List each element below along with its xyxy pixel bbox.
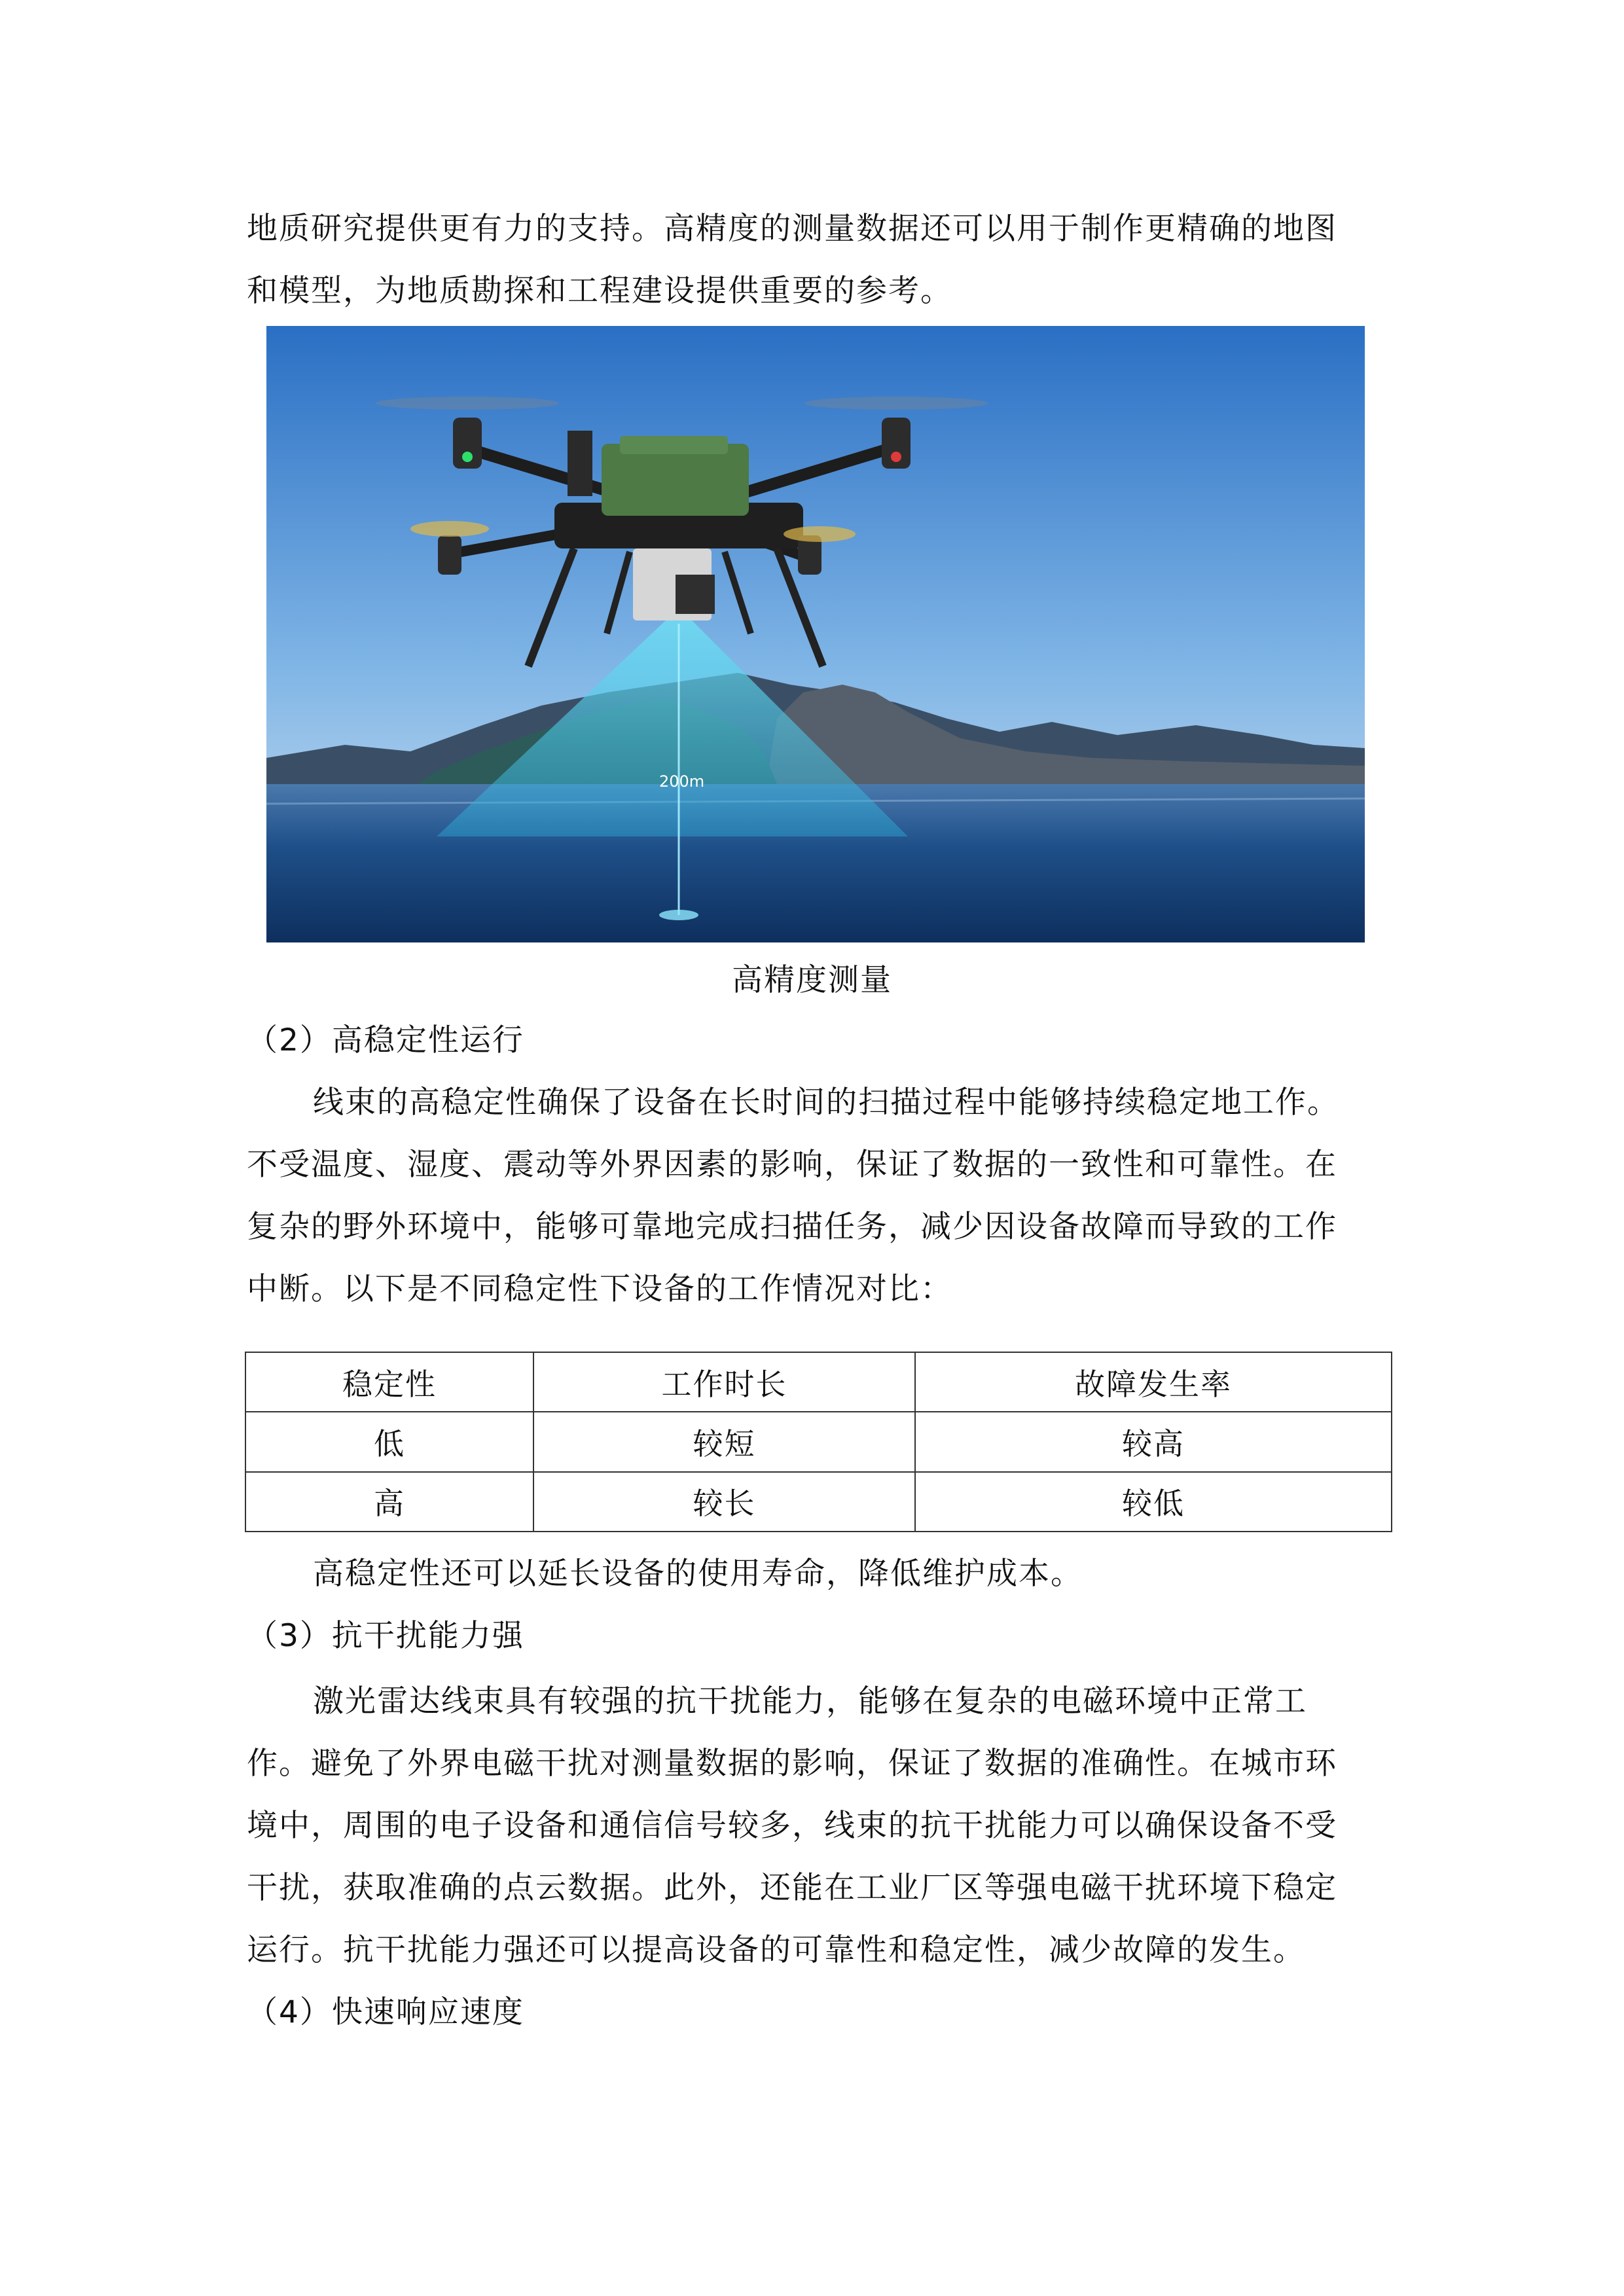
section-2-line-2: 不受温度、湿度、震动等外界因素的影响，保证了数据的一致性和可靠性。在 bbox=[247, 1147, 1337, 1183]
table-cell: 较高 bbox=[915, 1412, 1392, 1471]
figure-caption: 高精度测量 bbox=[732, 962, 892, 998]
drone-survey-image bbox=[266, 326, 1365, 942]
section-2-after-table: 高稳定性还可以延长设备的使用寿命，降低维护成本。 bbox=[313, 1556, 1083, 1592]
stability-comparison-table bbox=[245, 1352, 1392, 1532]
section-3-line-3: 境中，周围的电子设备和通信信号较多，线束的抗干扰能力可以确保设备不受 bbox=[247, 1808, 1337, 1844]
altitude-label: 200m bbox=[659, 772, 705, 791]
table-row bbox=[245, 1472, 1392, 1532]
table-row bbox=[245, 1412, 1392, 1471]
table-header-cell: 工作时长 bbox=[533, 1352, 915, 1412]
table-cell: 较长 bbox=[533, 1472, 915, 1532]
section-2-line-4: 中断。以下是不同稳定性下设备的工作情况对比： bbox=[247, 1271, 952, 1307]
table-cell: 较短 bbox=[533, 1412, 915, 1471]
section-2-line-3: 复杂的野外环境中，能够可靠地完成扫描任务，减少因设备故障而导致的工作 bbox=[247, 1209, 1337, 1245]
table-header-cell: 故障发生率 bbox=[915, 1352, 1392, 1412]
table-cell: 低 bbox=[245, 1412, 533, 1471]
table-cell: 高 bbox=[245, 1472, 533, 1532]
intro-line-2: 和模型，为地质勘探和工程建设提供重要的参考。 bbox=[247, 273, 952, 309]
section-4-heading: （4）快速响应速度 bbox=[247, 1994, 524, 2030]
section-3-line-4: 干扰，获取准确的点云数据。此外，还能在工业厂区等强电磁干扰环境下稳定 bbox=[247, 1870, 1337, 1906]
section-3-heading: （3）抗干扰能力强 bbox=[247, 1618, 524, 1654]
table-header-cell: 稳定性 bbox=[245, 1352, 533, 1412]
section-3-line-5: 运行。抗干扰能力强还可以提高设备的可靠性和稳定性，减少故障的发生。 bbox=[247, 1932, 1305, 1968]
table-header-row bbox=[245, 1352, 1392, 1412]
section-2-line-1: 线束的高稳定性确保了设备在长时间的扫描过程中能够持续稳定地工作。 bbox=[313, 1085, 1339, 1121]
intro-line-1: 地质研究提供更有力的支持。高精度的测量数据还可以用于制作更精确的地图 bbox=[247, 211, 1337, 247]
section-3-line-1: 激光雷达线束具有较强的抗干扰能力，能够在复杂的电磁环境中正常工 bbox=[313, 1683, 1307, 1719]
section-3-line-2: 作。避免了外界电磁干扰对测量数据的影响，保证了数据的准确性。在城市环 bbox=[247, 1746, 1337, 1782]
table-cell: 较低 bbox=[915, 1472, 1392, 1532]
section-2-heading: （2）高稳定性运行 bbox=[247, 1022, 524, 1058]
